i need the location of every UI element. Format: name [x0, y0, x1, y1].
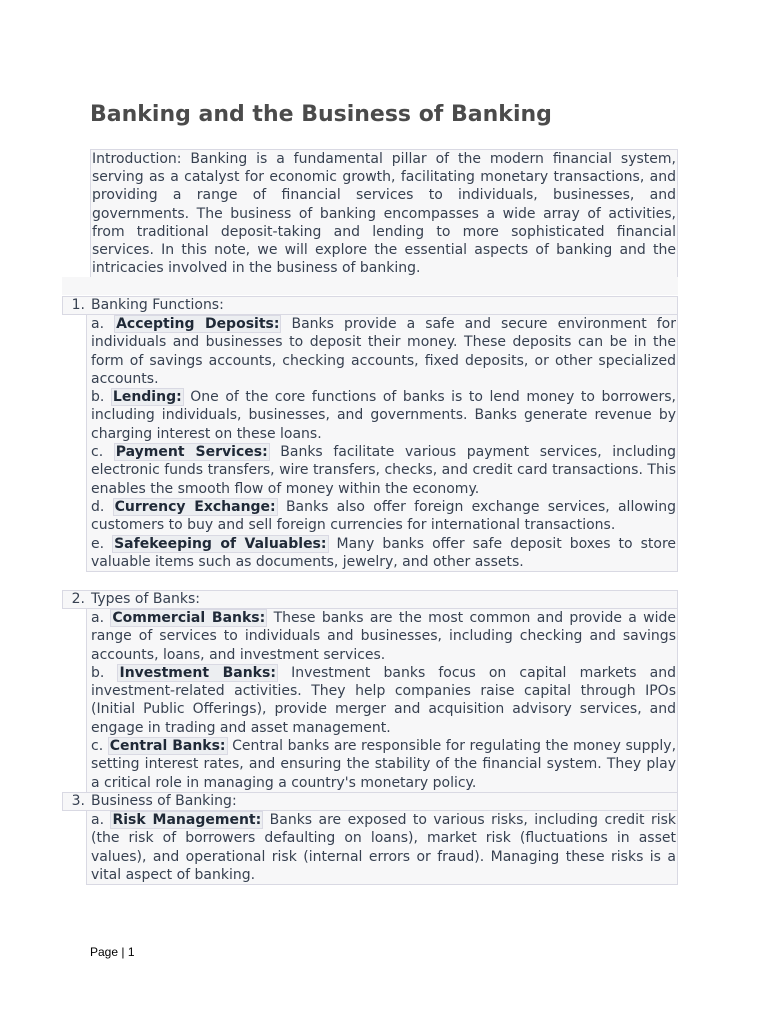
document-title: Banking and the Business of Banking: [90, 102, 552, 127]
item-text: Banks provide a safe and secure environment for individuals and businesses to deposit their money. These deposits can be in the form of savings accounts, checking accounts, fixed deposits, or other specialized accounts.: [91, 316, 677, 387]
item-text: Many banks offer safe deposit boxes to store valuable items such as documents, jewelry, and other assets.: [91, 535, 676, 570]
section-label: Types of Banks:: [91, 591, 201, 607]
item-term: Commercial Banks:: [112, 610, 266, 626]
section-number: 3.: [71, 793, 85, 809]
item-term: Safekeeping of Valuables:: [114, 535, 327, 552]
section-heading-business-of-banking: [62, 792, 678, 811]
item-term: Investment Banks:: [119, 664, 276, 681]
item-text: Banks also offer foreign exchange services, allowing customers to buy and sell foreign currencies for international transactions.: [91, 498, 677, 534]
item-text: These banks are the most common and provide a wide range of services to individuals and businesses, including checking and savings accounts, loans, and investment services.: [91, 610, 677, 663]
item-prefix: c.: [91, 444, 104, 461]
section-body-business-of-banking: [86, 811, 678, 885]
page-number: 1: [127, 945, 135, 959]
item-prefix: a.: [91, 812, 105, 828]
item-text: Banks are exposed to various risks, including credit risk (the risk of borrowers defaulting on loans), market risk (fluctuations in asset values), and operational risk (internal errors or fraud). Managing these risks is a vital aspect of banking.: [91, 812, 676, 883]
list-item: [91, 388, 676, 443]
item-prefix: b.: [91, 664, 105, 681]
item-prefix: e.: [91, 535, 105, 552]
list-item: [91, 609, 676, 664]
list-item: [91, 811, 676, 884]
section-number: 1.: [71, 297, 85, 313]
section-heading-banking-functions: [62, 296, 678, 315]
item-term: Accepting Deposits:: [116, 316, 280, 332]
item-text: Investment banks focus on capital markets and investment-related activities. They help companies raise capital through IPOs (Initial Public Offerings), provide merger and acquisition advisory services, and engage in trading and asset management.: [91, 664, 677, 736]
section-label: Business of Banking:: [91, 793, 237, 809]
item-term: Risk Management:: [112, 812, 262, 828]
list-item: [91, 443, 676, 498]
section-number: 2.: [71, 591, 85, 607]
highlight-band: [62, 277, 678, 295]
page-label: Page: [90, 945, 119, 959]
item-prefix: b.: [91, 389, 105, 406]
item-prefix: a.: [91, 316, 105, 332]
item-text: One of the core functions of banks is to lend money to borrowers, including individuals, businesses, and governments. Banks generate revenue by charging interest on these loans.: [91, 389, 677, 442]
section-body-types-of-banks: [86, 609, 678, 793]
item-term: Central Banks:: [109, 738, 226, 755]
list-item: [91, 498, 676, 535]
item-prefix: c.: [91, 738, 104, 755]
section-body-banking-functions: [86, 315, 678, 572]
item-term: Lending:: [112, 389, 182, 406]
page-footer: [90, 944, 135, 960]
list-item: [91, 315, 676, 388]
item-prefix: d.: [91, 498, 105, 515]
page-separator: |: [121, 945, 125, 959]
item-term: Currency Exchange:: [114, 498, 276, 515]
item-prefix: a.: [91, 610, 105, 626]
list-item: [91, 664, 676, 737]
section-heading-types-of-banks: [62, 590, 678, 609]
item-text: Banks facilitate various payment services, including electronic funds transfers, wire transfers, checks, and credit card transactions. This enables the smooth flow of money within the economy.: [91, 444, 676, 497]
list-item: [91, 535, 676, 572]
intro-paragraph: Introduction: Banking is a fundamental pillar of the modern financial system, serving as a catalyst for economic growth, facilitating monetary transactions, and providing a range of financial services to individuals, businesses, and governments. The business of banking encompasses a wide array of activities, from traditional deposit-taking and lending to more sophisticated financial services. In this note, we will explore the essential aspects of banking and the intricacies involved in the business of banking.: [90, 149, 678, 278]
item-term: Payment Services:: [115, 444, 268, 461]
list-item: [91, 737, 676, 792]
item-text: Central banks are responsible for regulating the money supply, setting interest rates, and ensuring the stability of the financial system. They play a critical role in managing a country's monetary policy.: [91, 738, 677, 791]
section-label: Banking Functions:: [91, 297, 224, 313]
